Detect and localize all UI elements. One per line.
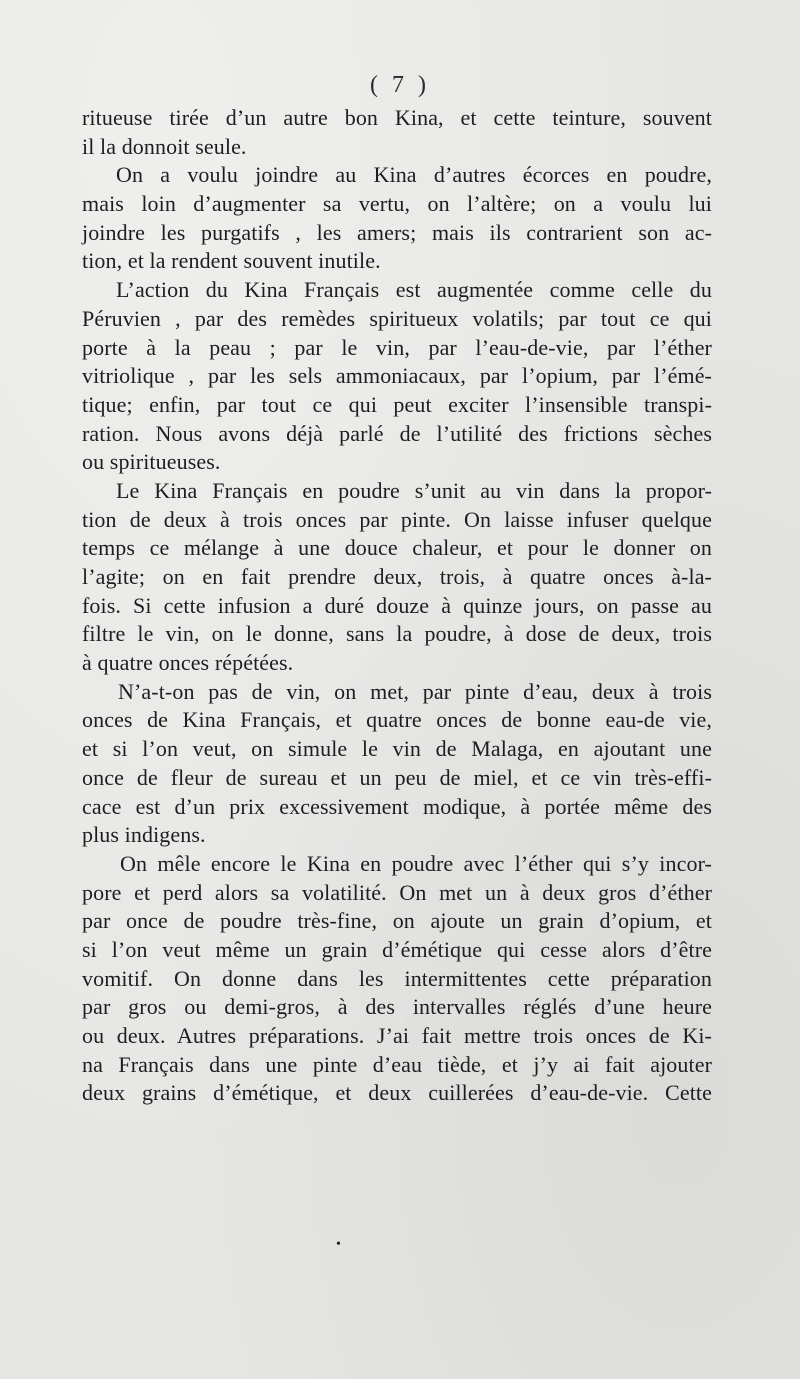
printer-mark: • [336, 1237, 341, 1252]
text-line-18: fois. Si cette infusion a duré douze à quinze jours, on passe au [82, 592, 712, 618]
page-number: ( 7 ) [370, 72, 430, 98]
text-line-13: ou spiritueuses. [82, 449, 221, 475]
text-line-22: onces de Kina Français, et quatre onces de bonne eau-de vie, [82, 707, 712, 733]
text-line-26: plus indigens. [82, 822, 206, 848]
text-line-8: Péruvien , par des remèdes spiritueux volatils; par tout ce qui [82, 305, 712, 331]
text-line-5: joindre les purgatifs , les amers; mais ils contrarient son ac- [82, 219, 712, 245]
text-line-21: N’a-t-on pas de vin, on met, par pinte d’eau, deux à trois [118, 678, 712, 704]
text-line-19: filtre le vin, on le donne, sans la poudre, à dose de deux, trois [82, 621, 712, 647]
text-line-3: On a voulu joindre au Kina d’autres écorces en poudre, [116, 162, 712, 188]
text-line-30: si l’on veut même un grain d’émétique qui cesse alors d’être [82, 936, 712, 962]
text-line-32: par gros ou demi-gros, à des intervalles réglés d’une heure [82, 994, 712, 1020]
text-line-33: ou deux. Autres préparations. J’ai fait mettre trois onces de Ki- [82, 1023, 712, 1048]
text-line-31: vomitif. On donne dans les intermittentes cette préparation [82, 965, 712, 991]
body-text [82, 104, 712, 1108]
text-line-24: once de fleur de sureau et un peu de miel, et ce vin très-effi- [82, 764, 712, 790]
text-line-6: tion, et la rendent souvent inutile. [82, 248, 381, 274]
text-line-27: On mêle encore le Kina en poudre avec l’éther qui s’y incor- [120, 850, 712, 876]
text-line-16: temps ce mélange à une douce chaleur, et pour le donner on [82, 535, 712, 561]
text-line-2: il la donnoit seule. [82, 133, 247, 159]
text-line-17: l’agite; on en fait prendre deux, trois, à quatre onces à-la- [82, 564, 712, 589]
text-line-10: vitriolique , par les sels ammoniacaux, par l’opium, par l’émé- [82, 363, 712, 389]
text-line-34: na Français dans une pinte d’eau tiède, et j’y ai fait ajouter [82, 1051, 712, 1077]
text-line-35: deux grains d’émétique, et deux cuillerées d’eau-de-vie. Cette [82, 1080, 712, 1106]
text-line-28: pore et perd alors sa volatilité. On met un à deux gros d’éther [82, 879, 712, 905]
text-line-23: et si l’on veut, on simule le vin de Malaga, en ajoutant une [82, 736, 712, 762]
text-line-20: à quatre onces répétées. [82, 650, 294, 676]
text-line-4: mais loin d’augmenter sa vertu, on l’altère; on a voulu lui [82, 191, 712, 217]
text-line-15: tion de deux à trois onces par pinte. On laisse infuser quelque [82, 506, 712, 532]
text-line-12: ration. Nous avons déjà parlé de l’utilité des frictions sèches [82, 420, 712, 446]
text-line-1: ritueuse tirée d’un autre bon Kina, et cette teinture, souvent [82, 105, 712, 130]
text-line-29: par once de poudre très-fine, on ajoute un grain d’opium, et [82, 908, 712, 934]
text-line-11: tique; enfin, par tout ce qui peut exciter l’insensible transpi- [82, 391, 712, 417]
text-line-25: cace est d’un prix excessivement modique, à portée même des [82, 793, 712, 819]
text-line-9: porte à la peau ; par le vin, par l’eau-de-vie, par l’éther [82, 334, 712, 360]
text-line-14: Le Kina Français en poudre s’unit au vin dans la propor- [116, 477, 712, 503]
text-line-7: L’action du Kina Français est augmentée comme celle du [116, 277, 712, 303]
